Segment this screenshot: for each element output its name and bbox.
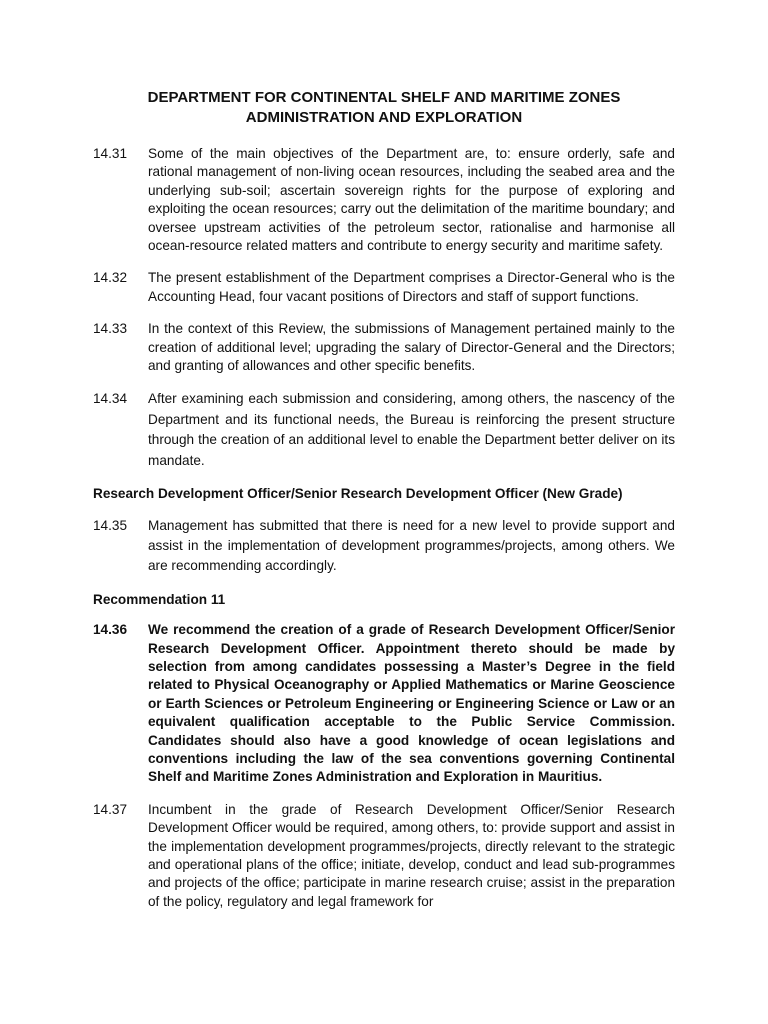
paragraph-text: In the context of this Review, the submissions of Management pertained mainly to the creation of additional level; upgrading the salary of Director-General and the Directors; and granting of allowances and other specific benefits.	[148, 321, 675, 374]
paragraph-number: 14.32	[93, 270, 128, 286]
paragraph-14-31	[93, 145, 675, 255]
section-heading: Research Development Officer/Senior Research Development Officer (New Grade)	[93, 486, 623, 502]
title-line-1: DEPARTMENT FOR CONTINENTAL SHELF AND MARITIME ZONES	[147, 89, 621, 106]
paragraph-14-35	[93, 516, 675, 577]
title-line-2: ADMINISTRATION AND EXPLORATION	[245, 109, 523, 126]
paragraph-14-33	[93, 320, 675, 375]
paragraph-14-32	[93, 269, 675, 306]
paragraph-text: Some of the main objectives of the Department are, to: ensure orderly, safe and rational management of non-living ocean resources, including the seabed area and the underlying sub-soil; ascertain sovereign rights for the purpose of exploring and exploiting the ocean resources; carry out the delimitation of the maritime boundary; and oversee upstream activities of the petroleum sector, rationalise and harmonise all ocean-resource related matters and contribute to energy security and maritime safety.	[148, 146, 675, 254]
paragraph-number: 14.35	[93, 517, 128, 533]
paragraph-text: The present establishment of the Department comprises a Director-General who is the Accounting Head, four vacant positions of Directors and staff of support functions.	[148, 270, 675, 304]
paragraph-number: 14.37	[93, 801, 128, 817]
paragraph-text: After examining each submission and considering, among others, the nascency of the Department and its functional needs, the Bureau is reinforcing the present structure through the creation of an additional level to enable the Department better deliver on its mandate.	[148, 391, 675, 468]
paragraph-number: 14.31	[93, 146, 128, 161]
paragraph-number: 14.33	[93, 321, 128, 337]
paragraph-number: 14.34	[93, 391, 128, 407]
paragraph-text: Incumbent in the grade of Research Development Officer/Senior Research Development Officer would be required, among others, to: provide support and assist in the implementation development programmes/projects, directly relevant to the strategic and operational plans of the office; initiate, develop, conduct and lead sub-programmes and projects of the office; participate in marine research cruise; assist in the preparation of the policy, regulatory and legal framework for	[148, 801, 675, 909]
paragraph-text: Management has submitted that there is need for a new level to provide support and assist in the implementation of development programmes/projects, among others. We are recommending accordingly.	[148, 517, 675, 574]
document-page	[93, 88, 675, 925]
recommendation-heading: Recommendation 11	[93, 591, 226, 607]
paragraph-number: 14.36	[93, 622, 128, 638]
paragraph-text: We recommend the creation of a grade of Research Development Officer/Senior Research Development Officer. Appointment thereto should be made by selection from among candidates possessing a Master’s Degree in the field related to Physical Oceanography or Applied Mathematics or Marine Geoscience or Earth Sciences or Petroleum Engineering or Engineering Science or Law or an equivalent qualification acceptable to the Public Service Commission. Candidates should also have a good knowledge of ocean legislations and conventions including the law of the sea conventions governing Continental Shelf and Maritime Zones Administration and Exploration in Mauritius.	[148, 622, 675, 785]
paragraph-14-34	[93, 389, 675, 471]
paragraph-14-37	[93, 801, 675, 911]
page-title	[93, 88, 675, 128]
paragraph-14-36	[93, 621, 675, 787]
